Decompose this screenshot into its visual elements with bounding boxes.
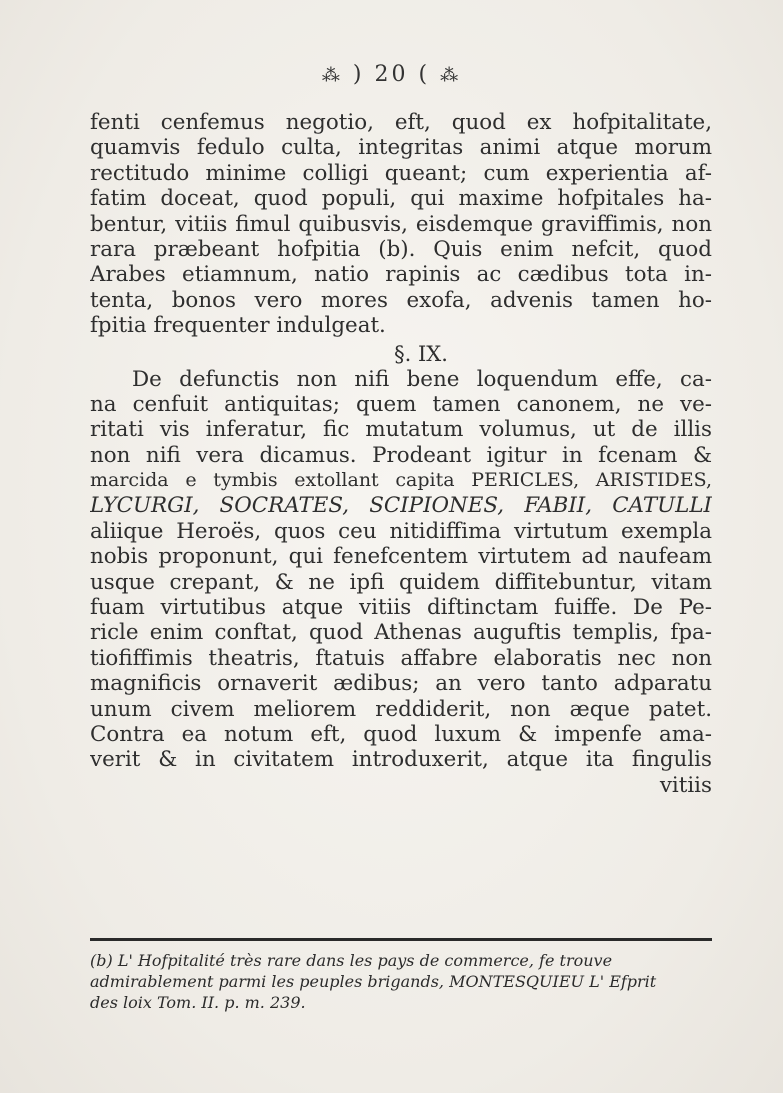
text-line: De defunctis non nifi bene loquendum effe, ca- xyxy=(132,366,712,392)
text-line: unum civem meliorem reddiderit, non æque patet. xyxy=(90,696,712,722)
text-line: nobis proponunt, qui fenefcentem virtutem ad naufeam xyxy=(90,544,712,570)
text-line: rectitudo minime colligi queant; cum experientia af- xyxy=(90,160,712,186)
footnote-line: (b) L' Hofpitalité très rare dans les pays de commerce, fe trouve xyxy=(90,951,613,970)
text-line: magnificis ornaverit ædibus; an vero tanto adparatu xyxy=(90,671,712,697)
text-line: aliique Heroës, quos ceu nitidiffima virtutum exempla xyxy=(90,518,712,544)
text-line: tenta, bonos vero mores exofa, advenis tamen ho- xyxy=(90,287,712,313)
right-ornament-icon: ⁂ xyxy=(440,64,462,86)
text-line: ritati vis inferatur, fic mutatum volumus, ut de illis xyxy=(90,417,712,443)
text-line: ricle enim conftat, quod Athenas auguftis templis, fpa- xyxy=(90,620,712,646)
text-line: Arabes etiamnum, natio rapinis ac cædibus tota in- xyxy=(90,262,712,288)
text-line: bentur, vitiis fimul quibusvis, eisdemque graviffimis, non xyxy=(90,211,712,237)
footnote-line: admirablement parmi les peuples brigands, MONTESQUIEU L' Efprit xyxy=(90,972,657,991)
footnote xyxy=(90,950,712,1013)
text-line: quamvis fedulo culta, integritas animi atque morum xyxy=(90,135,712,161)
text-line: usque crepant, & ne ipfi quidem diffitebuntur, vitam xyxy=(90,569,712,595)
text-line: fatim doceat, quod populi, qui maxime hofpitales ha- xyxy=(90,186,712,212)
text-line: na cenfuit antiquitas; quem tamen canonem, ne ve- xyxy=(90,391,712,417)
main-text xyxy=(90,110,712,798)
text-line: LYCURGI, SOCRATES, SCIPIONES, FABII, CATULLI xyxy=(90,493,712,519)
footnote-line: des loix Tom. II. p. m. 239. xyxy=(90,993,306,1012)
page-number: ) 20 ( xyxy=(352,62,431,87)
left-ornament-icon: ⁂ xyxy=(321,64,343,86)
running-header xyxy=(0,62,783,87)
section-heading: §. IX. xyxy=(394,341,448,366)
text-line: tiofiffimis theatris, ftatuis affabre elaboratis nec non xyxy=(90,645,712,671)
text-line: Contra ea notum eft, quod luxum & impenfe ama- xyxy=(90,721,712,747)
catchword: vitiis xyxy=(659,772,712,798)
footnote-rule xyxy=(90,938,712,941)
text-line: fenti cenfemus negotio, eft, quod ex hofpitalitate, xyxy=(90,110,712,135)
text-line: fpitia frequenter indulgeat. xyxy=(90,313,386,339)
text-line: verit & in civitatem introduxerit, atque ita fingulis xyxy=(90,747,712,773)
text-line: marcida e tymbis extollant capita PERICLES, ARISTIDES, xyxy=(90,469,712,492)
text-line: fuam virtutibus atque vitiis diftinctam fuiffe. De Pe- xyxy=(90,595,712,621)
text-line: rara præbeant hofpitia (b). Quis enim nefcit, quod xyxy=(90,236,712,262)
text-line: non nifi vera dicamus. Prodeant igitur in fcenam & xyxy=(90,442,712,468)
